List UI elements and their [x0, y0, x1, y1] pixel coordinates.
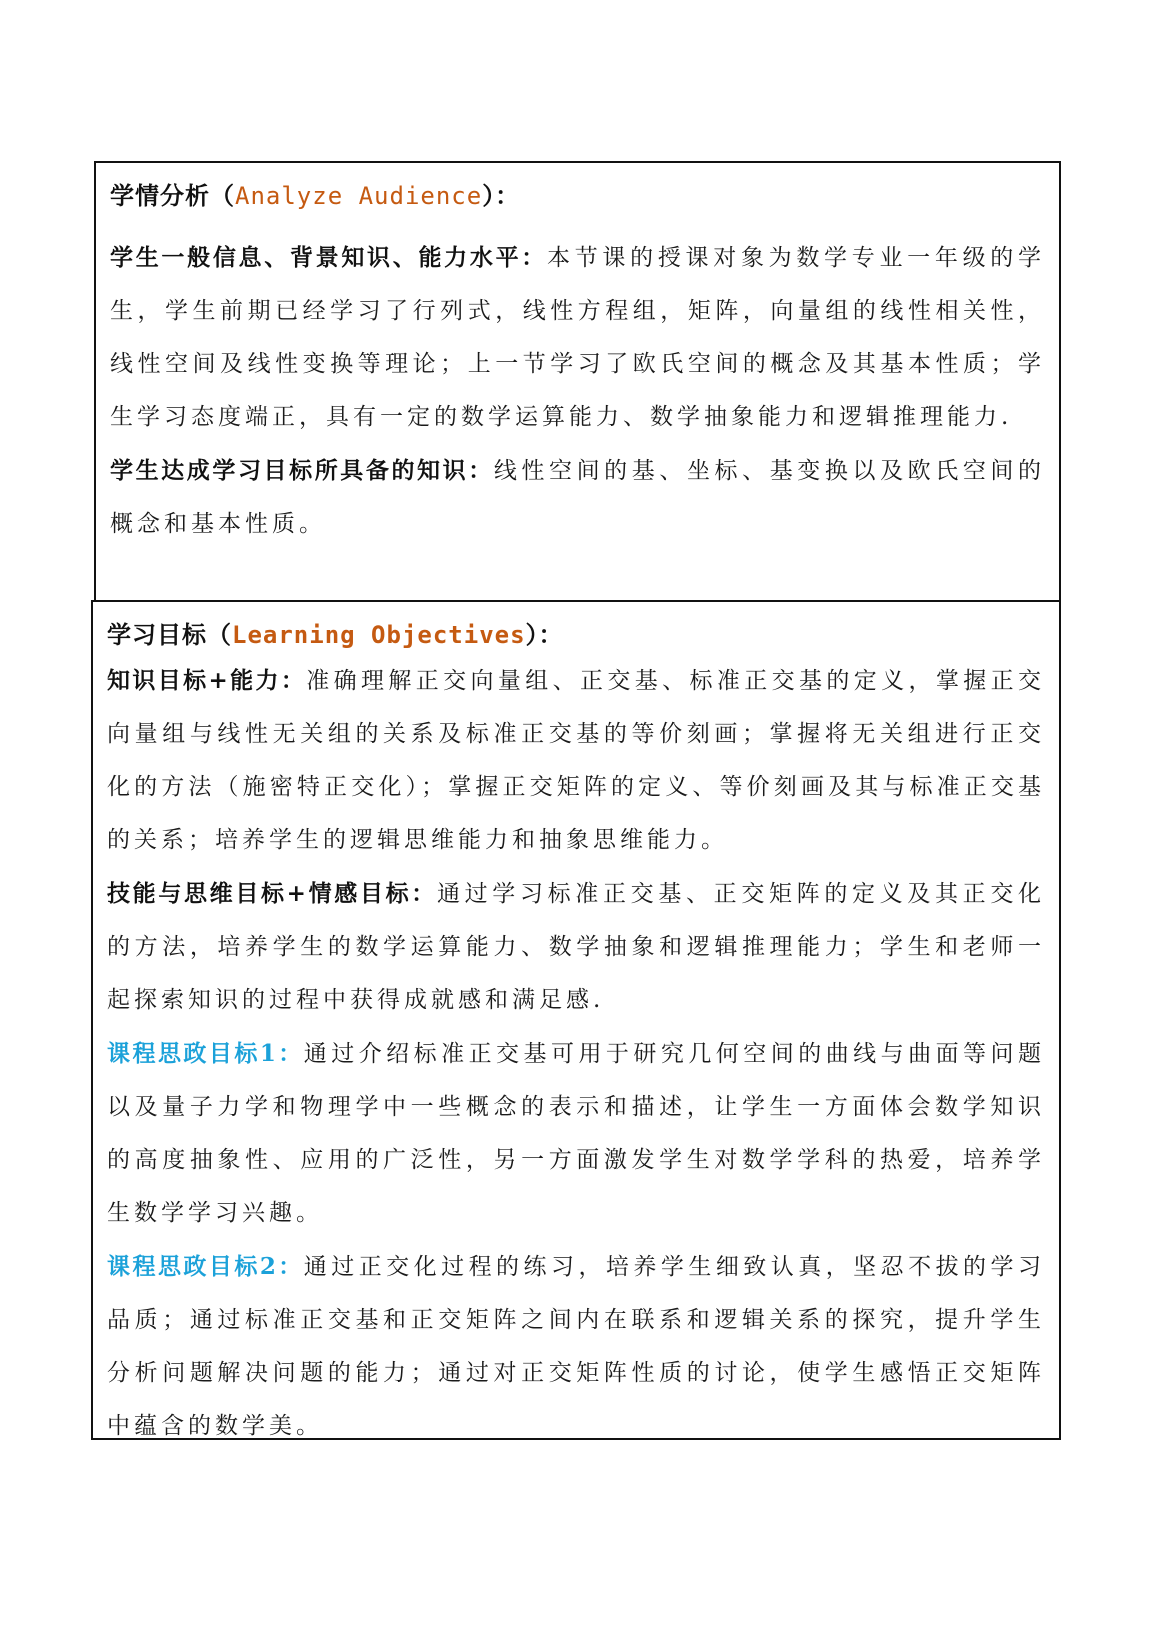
knowledge-objective-paragraph	[107, 654, 1045, 867]
student-info-label: 学生一般信息、背景知识、能力水平：	[110, 244, 547, 271]
prior-knowledge-text: 线性空间的基、坐标、基变换以及欧氏空间的概念和基本性质。	[110, 458, 1046, 537]
heading-en: Analyze Audience	[235, 182, 483, 210]
ideology-objective-2-label: 课程思政目标2：	[107, 1253, 304, 1280]
analyze-audience-heading	[110, 181, 1045, 211]
heading-en: Learning Objectives	[232, 621, 526, 649]
skill-objective-paragraph	[107, 867, 1045, 1027]
ideology-objective-2-paragraph	[107, 1240, 1045, 1453]
prior-knowledge-paragraph	[110, 444, 1045, 551]
learning-objectives-box	[91, 600, 1061, 1440]
analyze-audience-box	[94, 161, 1061, 602]
student-info-text: 本节课的授课对象为数学专业一年级的学生，学生前期已经学习了行列式，线性方程组，矩阵，向量组的线性相关性，线性空间及线性变换等理论；上一节学习了欧氏空间的概念及其基本性质；学生学习态度端正，具有一定的数学运算能力、数学抽象能力和逻辑推理能力.	[110, 245, 1046, 430]
student-info-paragraph	[110, 231, 1045, 444]
heading-end: ）：	[525, 620, 564, 649]
knowledge-objective-text: 准确理解正交向量组、正交基、标准正交基的定义，掌握正交向量组与线性无关组的关系及标准正交基的等价刻画；掌握将无关组进行正交化的方法（施密特正交化）；掌握正交矩阵的定义、等价刻画及其与标准正交基的关系；培养学生的逻辑思维能力和抽象思维能力。	[107, 668, 1045, 853]
heading-end: ）：	[482, 181, 521, 210]
heading-cn: 学情分析（	[110, 181, 235, 210]
ideology-objective-1-text: 通过介绍标准正交基可用于研究几何空间的曲线与曲面等问题以及量子力学和物理学中一些概念的表示和描述，让学生一方面体会数学知识的高度抽象性、应用的广泛性，另一方面激发学生对数学学科的热爱，培养学生数学学习兴趣。	[107, 1041, 1045, 1226]
prior-knowledge-label: 学生达成学习目标所具备的知识：	[110, 457, 494, 484]
ideology-objective-2-text: 通过正交化过程的练习，培养学生细致认真，坚忍不拔的学习品质；通过标准正交基和正交矩阵之间内在联系和逻辑关系的探究，提升学生分析问题解决问题的能力；通过对正交矩阵性质的讨论，使学生感悟正交矩阵中蕴含的数学美。	[107, 1254, 1045, 1439]
ideology-objective-1-paragraph	[107, 1027, 1045, 1240]
heading-cn: 学习目标（	[107, 620, 232, 649]
ideology-objective-1-label: 课程思政目标1：	[107, 1040, 304, 1067]
learning-objectives-heading	[107, 620, 1045, 650]
skill-objective-text: 通过学习标准正交基、正交矩阵的定义及其正交化的方法，培养学生的数学运算能力、数学抽象和逻辑推理能力；学生和老师一起探索知识的过程中获得成就感和满足感.	[107, 881, 1046, 1013]
knowledge-objective-label: 知识目标+能力：	[107, 667, 307, 694]
skill-objective-label: 技能与思维目标+情感目标：	[107, 880, 437, 907]
